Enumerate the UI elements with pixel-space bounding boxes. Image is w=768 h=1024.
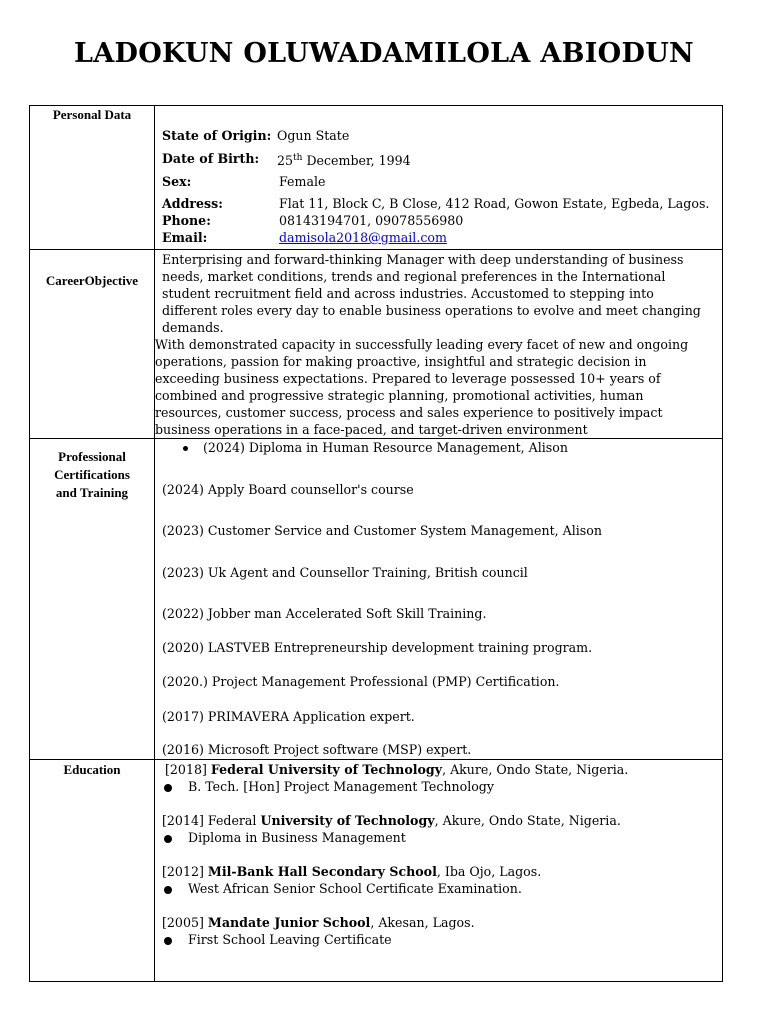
career-paragraph-1 — [155, 251, 722, 336]
dob-suffix: th — [293, 153, 303, 163]
career-line: needs, market conditions, trends and regional preferences in the International — [162, 269, 666, 284]
career-line: combined and progressive strategic planning, promotional activities, human — [155, 388, 644, 403]
education-row — [30, 760, 723, 982]
career-line: student recruitment field and across industries. Accustomed to stepping into — [162, 286, 654, 301]
career-line: resources, customer success, process and sales experience to positively impact — [155, 405, 663, 420]
address-row — [155, 195, 722, 212]
cert-item: (2024) Diploma in Human Resource Management, Alison — [155, 439, 722, 481]
edu-school-line: [2005] Mandate Junior School, Akesan, Lagos. — [162, 915, 475, 930]
career-line: Enterprising and forward-thinking Manager with deep understanding of business — [162, 252, 684, 267]
career-objective-cell — [155, 250, 723, 439]
cert-item: (2022) Jobber man Accelerated Soft Skill Training. — [162, 606, 487, 621]
bullet-icon — [183, 446, 188, 451]
state-key: State of Origin: — [162, 128, 272, 143]
email-row — [155, 229, 722, 247]
bullet-icon — [164, 937, 172, 945]
career-paragraph-2 — [155, 336, 722, 438]
cert-item: (2020.) Project Management Professional (PMP) Certification. — [162, 674, 560, 689]
cert-item: (2023) Uk Agent and Counsellor Training, British council — [162, 565, 528, 580]
personal-data-row — [30, 106, 723, 250]
cert-item: (2020) LASTVEB Entrepreneurship development training program. — [162, 640, 593, 655]
dob-day: 25 — [277, 153, 294, 169]
certifications-row — [30, 439, 723, 760]
education-cell — [155, 760, 723, 982]
phone-key: Phone: — [162, 213, 211, 228]
career-line: With demonstrated capacity in successfully leading every facet of new and ongoing — [155, 337, 689, 352]
certifications-cell — [155, 439, 723, 760]
resume-table — [29, 105, 723, 982]
address-value: Flat 11, Block C, B Close, 412 Road, Gowon Estate, Egbeda, Lagos. — [279, 196, 710, 211]
cert-item: (2016) Microsoft Project software (MSP) expert. — [162, 742, 472, 757]
cert-item: (2023) Customer Service and Customer System Management, Alison — [162, 523, 602, 538]
edu-school-line: [2014] Federal University of Technology, Akure, Ondo State, Nigeria. — [162, 813, 621, 828]
personal-data-label: Personal Data — [52, 107, 132, 122]
edu-award-line: West African Senior School Certificate Examination. — [155, 880, 722, 914]
bullet-icon — [164, 835, 172, 843]
career-line: different roles every day to enable business operations to evolve and meet changing — [162, 303, 701, 318]
phone-row — [155, 212, 722, 229]
edu-award-line: Diploma in Business Management — [155, 829, 722, 863]
sex-value: Female — [279, 174, 326, 189]
resume-name: LADOKUN OLUWADAMILOLA ABIODUN — [73, 38, 695, 69]
sex-row — [155, 173, 722, 195]
bullet-icon — [164, 886, 172, 894]
sex-key: Sex: — [162, 174, 192, 189]
address-key: Address: — [162, 196, 223, 211]
dob-rest: December, 1994 — [302, 153, 411, 169]
edu-award-line: First School Leaving Certificate — [155, 931, 722, 948]
education-label: Education — [63, 762, 121, 777]
career-line: exceeding business expectations. Prepared to leverage possessed 10+ years of — [155, 371, 661, 386]
career-line: demands. — [162, 320, 224, 335]
email-key: Email: — [162, 230, 208, 245]
cert-item: (2024) Apply Board counsellor's course — [162, 482, 414, 497]
bullet-icon — [164, 784, 172, 792]
dob-value — [277, 150, 411, 173]
career-objective-row — [30, 250, 723, 439]
career-objective-label: CareerObjective — [45, 273, 139, 288]
certifications-label: Professional Certifications and Training — [54, 449, 130, 500]
state-value: Ogun State — [277, 128, 350, 143]
state-row — [155, 127, 722, 150]
dob-row — [155, 150, 722, 173]
email-link[interactable]: damisola2018@gmail.com — [279, 230, 447, 245]
cert-item: (2017) PRIMAVERA Application expert. — [162, 709, 415, 724]
dob-key: Date of Birth: — [162, 151, 260, 166]
career-line: business operations in a face-paced, and target-driven environment — [155, 422, 588, 437]
edu-school-line: [2012] Mil-Bank Hall Secondary School, Iba Ojo, Lagos. — [162, 864, 542, 879]
career-line: operations, passion for making proactive, insightful and strategic decision in — [155, 354, 647, 369]
phone-value: 08143194701, 09078556980 — [279, 213, 464, 228]
personal-data-cell — [155, 106, 723, 250]
edu-award-line: B. Tech. [Hon] Project Management Technology — [155, 778, 722, 812]
edu-school-line: [2018] Federal University of Technology, Akure, Ondo State, Nigeria. — [165, 762, 629, 777]
